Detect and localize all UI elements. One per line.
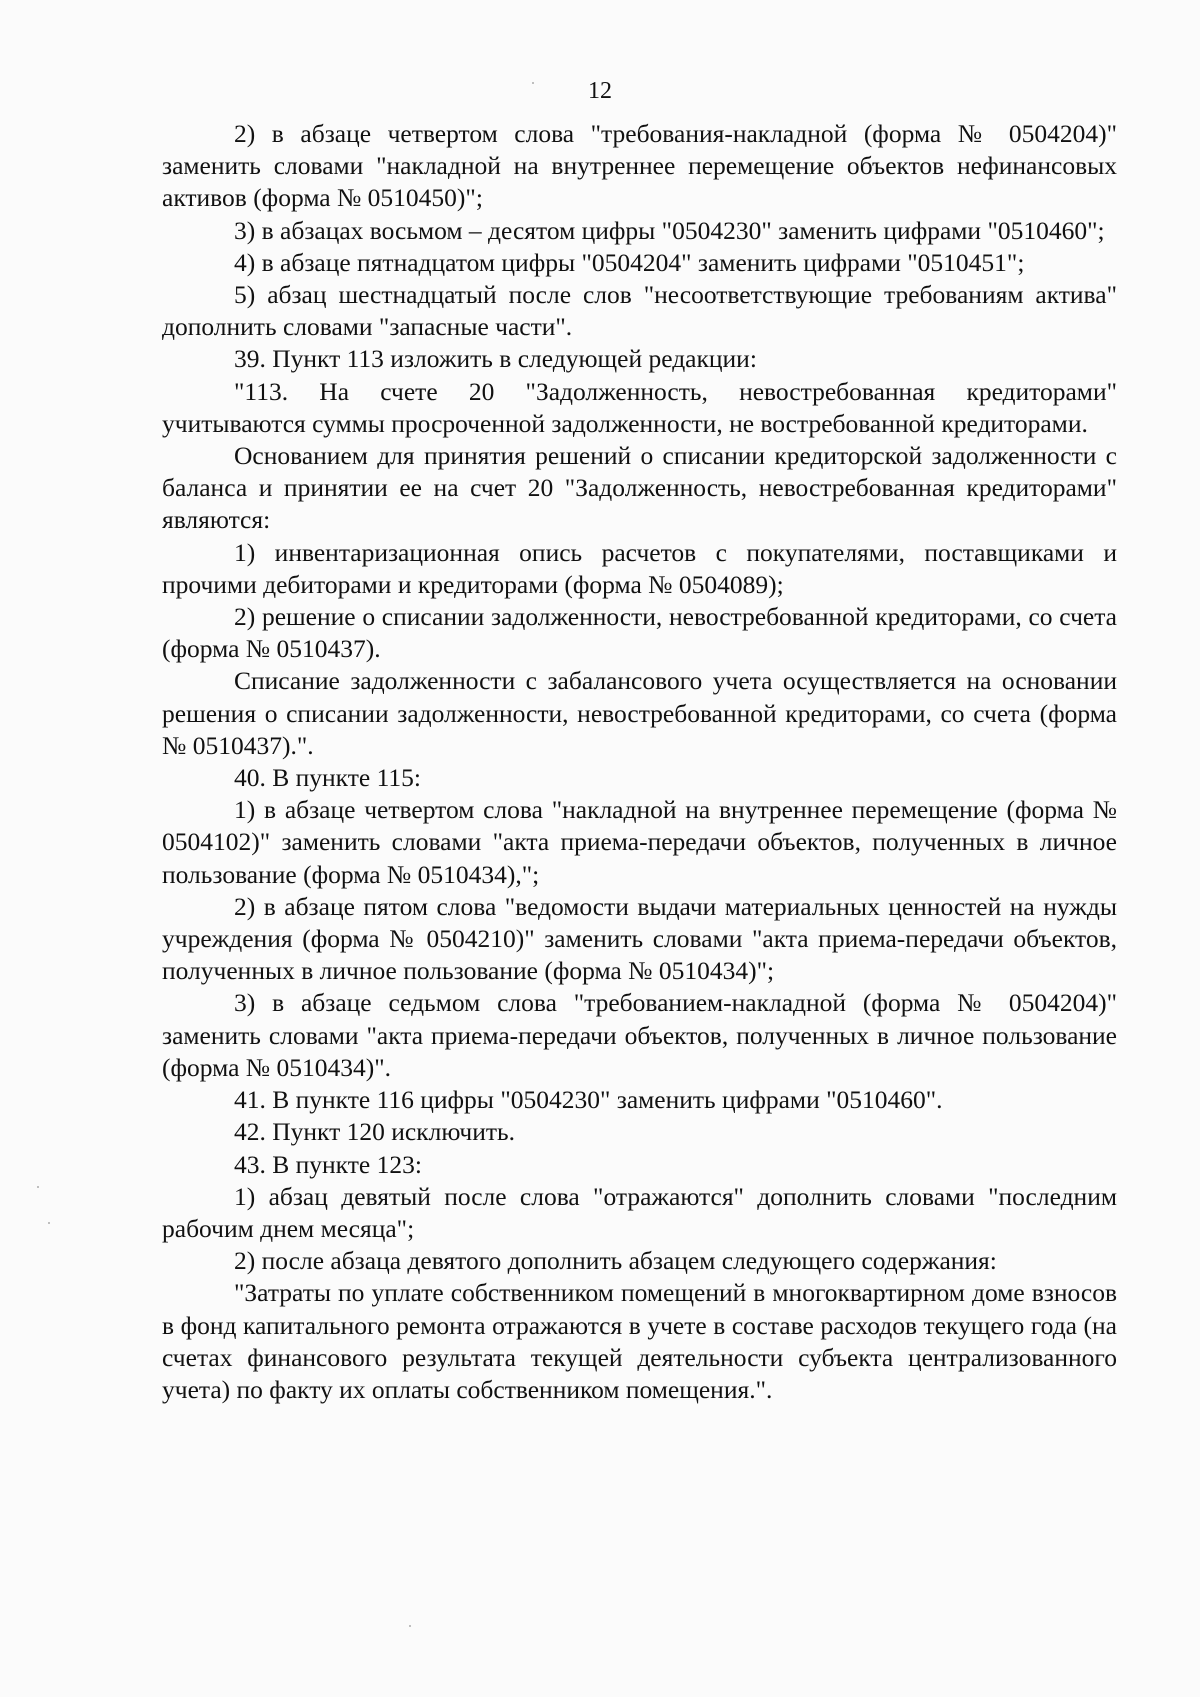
document-body — [162, 118, 1117, 1406]
paragraph: 43. В пункте 123: — [234, 1149, 422, 1179]
paragraph: 39. Пункт 113 изложить в следующей редакции: — [234, 344, 757, 374]
paragraph: 3) в абзаце седьмом слова "требованием-накладной (форма № 0504204)" заменить словами "акта приема-передачи объектов, полученных в личное пользование (форма № 0510434)". — [162, 988, 1117, 1082]
paragraph: 41. В пункте 116 цифры "0504230" заменить цифрами "0510460". — [234, 1085, 943, 1115]
paragraph: 2) в абзаце пятом слова "ведомости выдачи материальных ценностей на нужды учреждения (форма № 0504210)" заменить словами "акта приема-передачи объектов, полученных в личное пользование (форма № 0510434)"; — [162, 891, 1117, 986]
paragraph: 4) в абзаце пятнадцатом цифры "0504204" заменить цифрами "0510451"; — [234, 247, 1025, 277]
paragraph: 2) после абзаца девятого дополнить абзацем следующего содержания: — [234, 1246, 997, 1276]
page-number: 12 — [588, 78, 612, 104]
paragraph: 1) инвентаризационная опись расчетов с покупателями, поставщиками и прочими дебиторами и кредиторами (форма № 0504089); — [162, 537, 1117, 599]
paragraph: 1) в абзаце четвертом слова "накладной на внутреннее перемещение (форма № 0504102)" заменить словами "акта приема-передачи объектов, полученных в личное пользование (форма № 0510434),"; — [162, 795, 1117, 889]
paragraph: 2) решение о списании задолженности, невостребованной кредиторами, со счета (форма № 0510437). — [162, 602, 1117, 664]
scan-speck — [48, 1222, 50, 1224]
paragraph: 5) абзац шестнадцатый после слов "несоответствующие требованиям актива" дополнить словами "запасные части". — [162, 280, 1117, 342]
paragraph: 2) в абзаце четвертом слова "требования-накладной (форма № 0504204)" заменить словами "накладной на внутреннее перемещение объектов нефинансовых активов (форма № 0510450)"; — [162, 119, 1117, 213]
scan-speck — [409, 1625, 411, 1627]
paragraph: Основанием для принятия решений о списании кредиторской задолженности с баланса и принятии ее на счет 20 "Задолженность, невостребованная кредиторами" являются: — [162, 441, 1117, 535]
paragraph: 42. Пункт 120 исключить. — [234, 1117, 516, 1147]
scan-speck — [532, 82, 534, 84]
paragraph: Списание задолженности с забалансового учета осуществляется на основании решения о списании задолженности, невостребованной кредиторами, со счета (форма № 0510437).". — [162, 666, 1117, 760]
paragraph: 40. В пункте 115: — [234, 763, 421, 793]
paragraph: 1) абзац девятый после слова "отражаются" дополнить словами "последним рабочим днем месяца"; — [162, 1181, 1117, 1243]
paragraph: "113. На счете 20 "Задолженность, невостребованная кредиторами" учитываются суммы просроченной задолженности, не востребованной кредиторами. — [162, 376, 1117, 438]
paragraph: 3) в абзацах восьмом – десятом цифры "0504230" заменить цифрами "0510460"; — [234, 215, 1105, 245]
scan-speck — [37, 1186, 39, 1188]
paragraph: "Затраты по уплате собственником помещений в многоквартирном доме взносов в фонд капитального ремонта отражаются в учете в составе расходов текущего года (на счетах финансового результата текущей деятельности субъекта централизованного учета) по факту их оплаты собственником помещения.". — [162, 1278, 1117, 1404]
